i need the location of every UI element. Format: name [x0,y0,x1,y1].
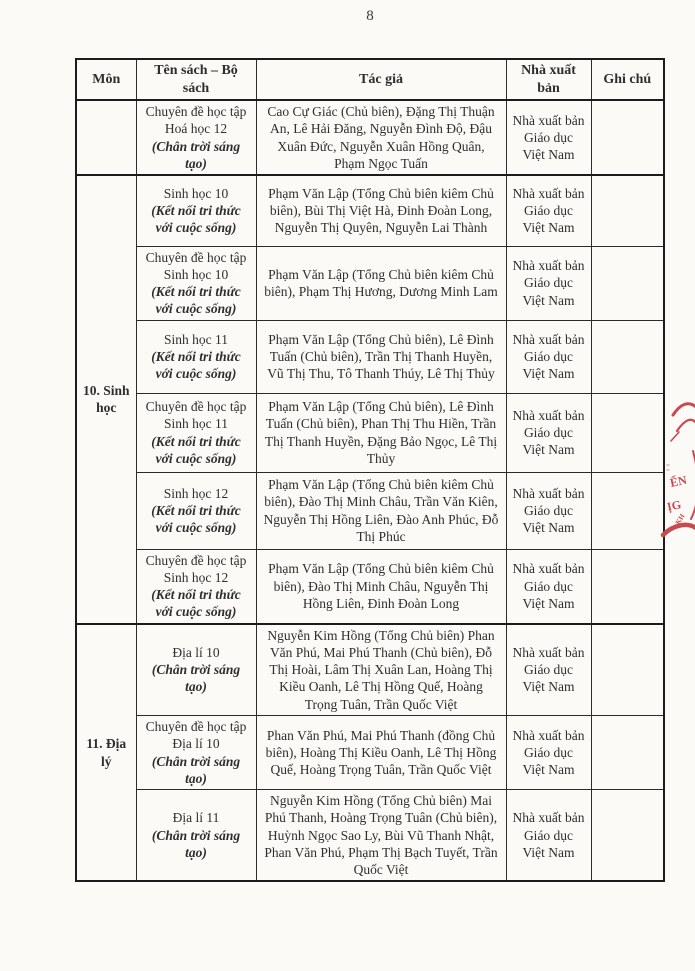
book-title-cell [136,100,256,175]
authors-cell: Phan Văn Phú, Mai Phú Thanh (đồng Chủ biên), Hoàng Thị Kiều Oanh, Lê Thị Hồng Quế, Hoàng Trọng Tuân, Trần Quốc Việt [256,716,506,790]
book-series: (Kết nối tri thức với cuộc sống) [151,203,241,236]
note-cell [591,549,664,624]
publisher-cell: Nhà xuất bản Giáo dục Việt Nam [506,393,591,472]
book-title: Địa lí 11 [172,810,220,826]
book-title-cell [136,790,256,882]
stamp-text-fragment: ỊG [665,497,683,514]
publisher-cell: Nhà xuất bản Giáo dục Việt Nam [506,246,591,320]
table-body [76,100,664,881]
table-row [76,320,664,393]
publisher-cell: Nhà xuất bản Giáo dục Việt Nam [506,100,591,175]
column-header-ghi-chu: Ghi chú [591,59,664,100]
table-row [76,472,664,549]
subject-cell: 11. Địa lý [76,624,136,882]
publisher-cell: Nhà xuất bản Giáo dục Việt Nam [506,624,591,716]
authors-cell: Cao Cự Giác (Chủ biên), Đặng Thị Thuận An, Lê Hải Đăng, Nguyễn Đình Độ, Đậu Xuân Đức, Nguyễn Xuân Hồng Quân, Phạm Ngọc Tuấn [256,100,506,175]
authors-cell: Nguyễn Kim Hồng (Tổng Chủ biên) Mai Phú Thanh, Hoàng Trọng Tuân (Chủ biên), Huỳnh Ngọc Sao Ly, Bùi Vũ Thanh Nhật, Phan Văn Phú, Phạm Thị Bạch Tuyết, Trần Quốc Việt [256,790,506,882]
column-header-ten-sach: Tên sách – Bộ sách [136,59,256,100]
note-cell [591,100,664,175]
note-cell [591,790,664,882]
book-series: (Kết nối tri thức với cuộc sống) [151,433,241,466]
subject-cell: 10. Sinh học [76,175,136,624]
book-series: (Chân trời sáng tạo) [151,662,241,695]
authors-cell: Phạm Văn Lập (Tổng Chủ biên kiêm Chủ biên), Đào Thị Minh Châu, Trần Văn Kiên, Nguyễn Thị Hồng Liên, Đào Anh Phúc, Đỗ Thị Phúc [256,472,506,549]
publisher-cell: Nhà xuất bản Giáo dục Việt Nam [506,320,591,393]
book-series: (Chân trời sáng tạo) [151,827,241,860]
note-cell [591,472,664,549]
column-header-nha-xuat-ban: Nhà xuất bản [506,59,591,100]
book-title: Sinh học 12 [163,485,229,501]
authors-cell: Nguyễn Kim Hồng (Tổng Chủ biên) Phan Văn Phú, Mai Phú Thanh (Chủ biên), Đỗ Thị Hoài, Lâm Thị Xuân Lan, Hoàng Thị Kiều Oanh, Lê Thị Hồng Quế, Hoàng Trọng Tuân, Trần Quốc Việt [256,624,506,716]
table-row [76,246,664,320]
stamp-stroke-tick [671,432,679,441]
authors-cell: Phạm Văn Lập (Tổng Chủ biên), Lê Đình Tuấn (Chủ biên), Phan Thị Thu Hiền, Trần Thị Thanh Huyền, Đặng Bảo Ngọc, Lê Thị Thủy [256,393,506,472]
table-row [76,100,664,175]
stamp-stroke-top [673,404,695,415]
table-row [76,175,664,246]
book-title: Chuyên đề học tập Sinh học 11 [145,399,247,432]
book-title: Chuyên đề học tập Sinh học 12 [145,552,247,585]
book-series: (Chân trời sáng tạo) [151,138,241,171]
book-title: Chuyên đề học tập Địa lí 10 [145,719,247,752]
book-title: Sinh học 10 [163,185,229,201]
stamp-text-fragment: KH [673,512,687,527]
book-series: (Kết nối tri thức với cuộc sống) [151,502,241,536]
note-cell [591,175,664,246]
publisher-cell: Nhà xuất bản Giáo dục Việt Nam [506,175,591,246]
note-cell [591,716,664,790]
publisher-cell: Nhà xuất bản Giáo dục Việt Nam [506,549,591,624]
table-row [76,624,664,716]
book-title-cell [136,624,256,716]
stamp-text-fragment: ẾN [668,472,688,490]
book-series: (Chân trời sáng tạo) [151,753,241,786]
authors-cell: Phạm Văn Lập (Tổng Chủ biên), Lê Đình Tuấn (Chủ biên), Trần Thị Thanh Huyền, Vũ Thị Thu, Tô Thanh Thúy, Lê Thị Thủy [256,320,506,393]
book-title: Chuyên đề học tập Sinh học 10 [145,249,247,282]
stamp-colon-mark [667,465,669,470]
book-series: (Kết nối tri thức với cuộc sống) [151,348,241,382]
stamp-arc-edge [691,451,695,519]
subject-cell [76,100,136,175]
book-table [75,58,665,882]
column-header-tac-gia: Tác giả [256,59,506,100]
table-row [76,549,664,624]
publisher-cell: Nhà xuất bản Giáo dục Việt Nam [506,716,591,790]
table-row [76,716,664,790]
note-cell [591,393,664,472]
book-title-cell [136,393,256,472]
book-series: (Kết nối tri thức với cuộc sống) [151,587,241,620]
red-stamp-fragment [655,395,695,565]
book-title-cell [136,246,256,320]
book-title-cell [136,716,256,790]
note-cell [591,246,664,320]
publisher-cell: Nhà xuất bản Giáo dục Việt Nam [506,790,591,882]
table-row [76,393,664,472]
column-header-mon: Môn [76,59,136,100]
stamp-stroke-top2 [677,420,695,431]
table-row [76,790,664,882]
authors-cell: Phạm Văn Lập (Tổng Chủ biên kiêm Chủ biên), Phạm Thị Hương, Dương Minh Lam [256,246,506,320]
book-title: Chuyên đề học tập Hoá học 12 [145,104,247,137]
book-title-cell [136,320,256,393]
book-title: Địa lí 10 [172,644,220,660]
book-title: Sinh học 11 [164,331,228,347]
authors-cell: Phạm Văn Lập (Tổng Chủ biên kiêm Chủ biên), Bùi Thị Việt Hà, Đinh Đoàn Long, Nguyễn Thị Quyên, Nguyễn Lai Thành [256,175,506,246]
book-title-cell [136,175,256,246]
stamp-stroke-bottom [663,525,695,535]
publisher-cell: Nhà xuất bản Giáo dục Việt Nam [506,472,591,549]
book-title-cell [136,472,256,549]
book-title-cell [136,549,256,624]
book-series: (Kết nối tri thức với cuộc sống) [151,284,241,317]
authors-cell: Phạm Văn Lập (Tổng Chủ biên kiêm Chủ biên), Đào Thị Minh Châu, Nguyễn Thị Hồng Liên, Đinh Đoàn Long [256,549,506,624]
table-header-row [76,59,664,100]
page-number: 8 [366,8,374,24]
note-cell [591,624,664,716]
note-cell [591,320,664,393]
